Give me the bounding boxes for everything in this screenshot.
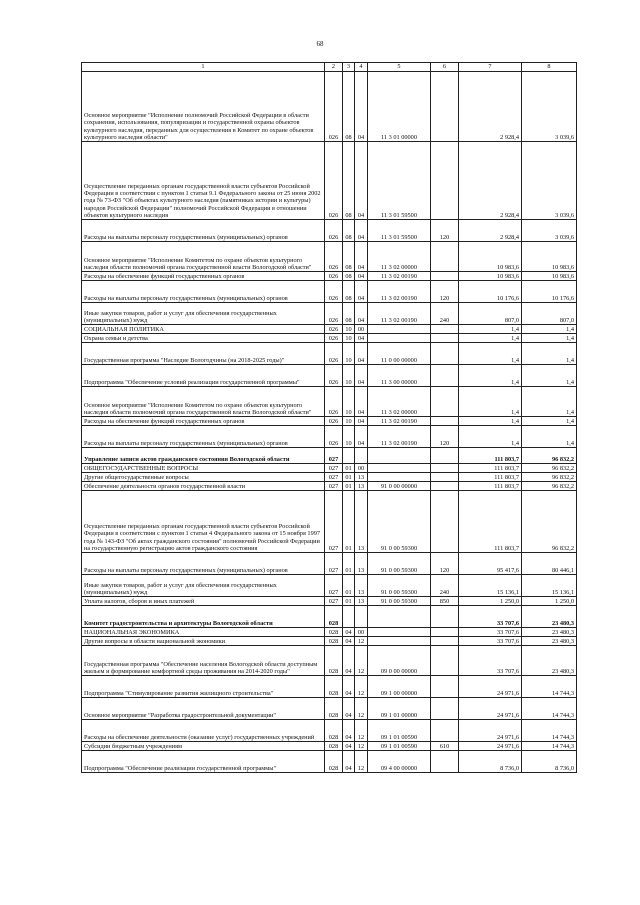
row-target-article: 11 3 02 00000 (368, 242, 431, 272)
row-amount-year2: 1,4 (522, 365, 577, 387)
row-grbs-code: 026 (325, 365, 343, 387)
row-section-code: 04 (343, 698, 355, 720)
row-grbs-code: 026 (325, 426, 343, 448)
row-grbs-code: 026 (325, 242, 343, 272)
row-grbs-code: 028 (325, 637, 343, 646)
row-target-article: 11 3 01 59500 (368, 142, 431, 220)
row-grbs-code: 026 (325, 220, 343, 242)
row-target-article: 09 1 01 00590 (368, 742, 431, 751)
row-amount-year1: 111 803,7 (459, 448, 522, 464)
table-row (82, 628, 577, 637)
row-grbs-code: 026 (325, 142, 343, 220)
row-grbs-code: 026 (325, 334, 343, 343)
table-row (82, 426, 577, 448)
row-subsection-code: 13 (355, 597, 368, 606)
row-target-article (368, 628, 431, 637)
row-expense-type (431, 72, 459, 142)
row-amount-year2: 14 744,3 (522, 742, 577, 751)
row-amount-year1: 24 971,6 (459, 698, 522, 720)
row-target-article: 11 0 00 00000 (368, 343, 431, 365)
row-grbs-code: 028 (325, 751, 343, 773)
row-amount-year1: 1,4 (459, 325, 522, 334)
row-amount-year1: 8 736,0 (459, 751, 522, 773)
row-name: Комитет градостроительства и архитектуры Вологодской области (82, 606, 325, 628)
row-target-article: 91 0 00 59300 (368, 597, 431, 606)
row-subsection-code: 04 (355, 272, 368, 281)
row-amount-year2: 23 480,3 (522, 637, 577, 646)
table-row (82, 575, 577, 597)
row-name: Уплата налогов, сборов и иных платежей (82, 597, 325, 606)
row-name: Другие вопросы в области национальной экономики (82, 637, 325, 646)
table-row (82, 72, 577, 142)
row-amount-year2: 8 736,0 (522, 751, 577, 773)
row-section-code: 10 (343, 343, 355, 365)
row-grbs-code: 028 (325, 606, 343, 628)
row-target-article (368, 448, 431, 464)
row-name: Основное мероприятие "Исполнение Комитетом по охране объектов культурного наследия области полномочий органа государственной власти Вологодской области" (82, 387, 325, 417)
row-section-code: 10 (343, 387, 355, 417)
row-section-code: 04 (343, 676, 355, 698)
table-row (82, 343, 577, 365)
row-expense-type (431, 606, 459, 628)
row-subsection-code: 12 (355, 698, 368, 720)
row-name: СОЦИАЛЬНАЯ ПОЛИТИКА (82, 325, 325, 334)
row-section-code: 10 (343, 334, 355, 343)
table-row (82, 698, 577, 720)
header-col-5: 5 (368, 63, 431, 72)
row-amount-year1: 807,0 (459, 303, 522, 325)
row-amount-year2: 15 136,1 (522, 575, 577, 597)
row-amount-year1: 24 971,6 (459, 720, 522, 742)
row-amount-year2: 96 832,2 (522, 464, 577, 473)
row-subsection-code: 04 (355, 417, 368, 426)
row-section-code: 08 (343, 272, 355, 281)
table-row (82, 676, 577, 698)
table-row (82, 334, 577, 343)
row-expense-type (431, 482, 459, 491)
row-amount-year2: 96 832,2 (522, 448, 577, 464)
row-name: Подпрограмма "Обеспечение реализации государственной программы" (82, 751, 325, 773)
row-name: Осуществление переданных органам государственной власти субъектов Российской Федерации в соответствии с пунктом 1 статьи 9.1 Федерального закона от 25 июня 2002 года № 73-ФЗ "Об объектах культурного наследия (памятниках истории и культуры) народов Российской Федерации" полномочий Российской Федерации в отношении объектов культурного наследия (82, 142, 325, 220)
row-amount-year2: 23 480,3 (522, 606, 577, 628)
row-grbs-code: 027 (325, 491, 343, 553)
row-name: Расходы на выплаты персоналу государственных (муниципальных) органов (82, 281, 325, 303)
row-name: Иные закупки товаров, работ и услуг для обеспечения государственных (муниципальных) нужд (82, 575, 325, 597)
row-subsection-code: 04 (355, 142, 368, 220)
row-expense-type (431, 242, 459, 272)
row-name: Расходы на обеспечение деятельности (оказание услуг) государственных учреждений (82, 720, 325, 742)
row-amount-year2: 23 480,3 (522, 628, 577, 637)
row-section-code: 01 (343, 553, 355, 575)
row-expense-type: 610 (431, 742, 459, 751)
table-row (82, 742, 577, 751)
row-subsection-code: 12 (355, 751, 368, 773)
row-amount-year2: 1,4 (522, 334, 577, 343)
row-amount-year2: 10 983,6 (522, 272, 577, 281)
row-target-article (368, 325, 431, 334)
row-grbs-code: 027 (325, 464, 343, 473)
row-grbs-code: 026 (325, 417, 343, 426)
table-row (82, 553, 577, 575)
row-name: Расходы на выплаты персоналу государственных (муниципальных) органов (82, 426, 325, 448)
row-name: Обеспечение деятельности органов государственной власти (82, 482, 325, 491)
row-amount-year1: 24 971,6 (459, 676, 522, 698)
row-expense-type (431, 751, 459, 773)
row-section-code: 08 (343, 281, 355, 303)
row-subsection-code: 04 (355, 303, 368, 325)
table-row (82, 220, 577, 242)
row-target-article: 09 1 00 00000 (368, 676, 431, 698)
row-section-code: 01 (343, 491, 355, 553)
row-amount-year1: 15 136,1 (459, 575, 522, 597)
row-section-code: 04 (343, 628, 355, 637)
row-amount-year1: 111 803,7 (459, 464, 522, 473)
row-name: Подпрограмма "Стимулирование развития жилищного строительства" (82, 676, 325, 698)
row-grbs-code: 026 (325, 281, 343, 303)
row-amount-year2: 3 039,6 (522, 72, 577, 142)
table-row (82, 464, 577, 473)
table-row (82, 473, 577, 482)
row-subsection-code: 12 (355, 720, 368, 742)
row-name: Иные закупки товаров, работ и услуг для обеспечения государственных (муниципальных) нужд (82, 303, 325, 325)
row-grbs-code: 027 (325, 473, 343, 482)
row-name: Основное мероприятие "Исполнение полномочий Российской Федерации в области сохранения, использования, популяризации и государственной охраны объектов культурного наследия, переданных для осуществления в Комитет по охране объектов культурного наследия области" (82, 72, 325, 142)
row-expense-type (431, 676, 459, 698)
row-amount-year1: 111 803,7 (459, 491, 522, 553)
row-subsection-code: 04 (355, 426, 368, 448)
row-subsection-code: 04 (355, 387, 368, 417)
header-col-2: 2 (325, 63, 343, 72)
row-target-article (368, 473, 431, 482)
row-name: НАЦИОНАЛЬНАЯ ЭКОНОМИКА (82, 628, 325, 637)
row-name: Осуществление переданных органам государственной власти субъектов Российской Федерации в соответствии с пунктом 1 статьи 4 Федерального закона от 15 ноября 1997 года № 143-ФЗ "Об актах гражданского состояния" полномочий Российской Федерации на государственную регистрацию актов гражданского состояния (82, 491, 325, 553)
table-row (82, 606, 577, 628)
row-target-article (368, 334, 431, 343)
table-row (82, 142, 577, 220)
row-section-code: 01 (343, 575, 355, 597)
row-grbs-code: 028 (325, 676, 343, 698)
row-section-code: 10 (343, 365, 355, 387)
row-section-code: 04 (343, 751, 355, 773)
row-subsection-code: 04 (355, 334, 368, 343)
row-name: Субсидии бюджетным учреждениям (82, 742, 325, 751)
row-amount-year1: 1,4 (459, 334, 522, 343)
table-row (82, 417, 577, 426)
row-amount-year1: 111 803,7 (459, 482, 522, 491)
row-expense-type (431, 272, 459, 281)
row-amount-year1: 33 707,6 (459, 637, 522, 646)
row-amount-year2: 96 832,2 (522, 482, 577, 491)
row-expense-type (431, 417, 459, 426)
row-target-article (368, 464, 431, 473)
row-amount-year2: 14 744,3 (522, 720, 577, 742)
row-target-article: 11 3 02 00190 (368, 426, 431, 448)
row-name: Основное мероприятие "Исполнение Комитетом по охране объектов культурного наследия области полномочий органа государственной власти Вологодской области" (82, 242, 325, 272)
row-name: Расходы на обеспечение функций государственных органов (82, 272, 325, 281)
row-target-article: 11 3 01 00000 (368, 72, 431, 142)
row-amount-year1: 2 928,4 (459, 220, 522, 242)
row-amount-year1: 10 176,6 (459, 281, 522, 303)
table-row (82, 325, 577, 334)
row-grbs-code: 026 (325, 387, 343, 417)
row-amount-year1: 1,4 (459, 426, 522, 448)
table-row (82, 482, 577, 491)
row-amount-year2: 1,4 (522, 417, 577, 426)
row-subsection-code: 04 (355, 220, 368, 242)
row-amount-year1: 111 803,7 (459, 473, 522, 482)
row-section-code (343, 448, 355, 464)
table-row (82, 365, 577, 387)
row-name: Управление записи актов гражданского состояния Вологодской области (82, 448, 325, 464)
row-amount-year2: 3 039,6 (522, 142, 577, 220)
row-target-article: 11 3 02 00000 (368, 387, 431, 417)
row-section-code: 04 (343, 646, 355, 676)
row-grbs-code: 028 (325, 742, 343, 751)
row-subsection-code: 12 (355, 646, 368, 676)
row-name: Расходы на выплаты персоналу государственных (муниципальных) органов (82, 553, 325, 575)
row-amount-year2: 10 983,6 (522, 242, 577, 272)
row-subsection-code: 13 (355, 575, 368, 597)
row-expense-type (431, 325, 459, 334)
row-expense-type (431, 387, 459, 417)
row-target-article (368, 637, 431, 646)
row-subsection-code: 13 (355, 553, 368, 575)
budget-table (81, 62, 577, 773)
row-subsection-code: 04 (355, 72, 368, 142)
table-row (82, 751, 577, 773)
row-amount-year1: 10 983,6 (459, 242, 522, 272)
row-section-code: 10 (343, 325, 355, 334)
row-amount-year2: 23 480,3 (522, 646, 577, 676)
row-subsection-code: 04 (355, 343, 368, 365)
row-grbs-code: 026 (325, 303, 343, 325)
table-row (82, 646, 577, 676)
row-amount-year2: 14 744,3 (522, 698, 577, 720)
table-row (82, 242, 577, 272)
row-amount-year1: 10 983,6 (459, 272, 522, 281)
page-number: 68 (316, 40, 324, 48)
row-section-code: 08 (343, 242, 355, 272)
row-section-code: 08 (343, 303, 355, 325)
row-name: Основное мероприятие "Разработка градостроительной документации" (82, 698, 325, 720)
table-row (82, 637, 577, 646)
row-section-code: 10 (343, 426, 355, 448)
row-expense-type (431, 142, 459, 220)
row-target-article: 09 1 01 00000 (368, 698, 431, 720)
row-expense-type (431, 334, 459, 343)
row-amount-year1: 2 928,4 (459, 72, 522, 142)
row-grbs-code: 027 (325, 482, 343, 491)
row-grbs-code: 027 (325, 448, 343, 464)
row-target-article: 91 0 00 00000 (368, 482, 431, 491)
row-target-article: 11 3 01 59500 (368, 220, 431, 242)
row-subsection-code: 04 (355, 242, 368, 272)
row-expense-type: 850 (431, 597, 459, 606)
row-target-article: 09 4 00 00000 (368, 751, 431, 773)
table-row (82, 491, 577, 553)
row-target-article: 11 3 02 00190 (368, 303, 431, 325)
row-amount-year2: 1,4 (522, 426, 577, 448)
row-expense-type: 120 (431, 426, 459, 448)
row-subsection-code: 00 (355, 464, 368, 473)
row-grbs-code: 027 (325, 575, 343, 597)
row-expense-type (431, 365, 459, 387)
row-subsection-code: 00 (355, 325, 368, 334)
header-col-1: 1 (82, 63, 325, 72)
row-name: Государственная программа "Обеспечение населения Вологодской области доступным жильем и формирование комфортной среды проживания на 2014-2020 годы" (82, 646, 325, 676)
row-expense-type: 120 (431, 553, 459, 575)
row-amount-year2: 1,4 (522, 343, 577, 365)
row-expense-type (431, 343, 459, 365)
row-target-article: 91 0 00 59300 (368, 491, 431, 553)
row-grbs-code: 027 (325, 597, 343, 606)
row-subsection-code: 13 (355, 491, 368, 553)
row-amount-year2: 807,0 (522, 303, 577, 325)
row-section-code: 01 (343, 464, 355, 473)
row-amount-year2: 1,4 (522, 325, 577, 334)
row-subsection-code: 04 (355, 281, 368, 303)
row-section-code: 08 (343, 72, 355, 142)
row-expense-type: 240 (431, 303, 459, 325)
row-expense-type (431, 720, 459, 742)
row-grbs-code: 028 (325, 628, 343, 637)
row-amount-year1: 1,4 (459, 387, 522, 417)
row-subsection-code: 00 (355, 628, 368, 637)
row-target-article (368, 606, 431, 628)
row-expense-type (431, 637, 459, 646)
row-expense-type (431, 448, 459, 464)
row-target-article: 09 1 01 00590 (368, 720, 431, 742)
row-section-code: 10 (343, 417, 355, 426)
row-amount-year1: 1,4 (459, 365, 522, 387)
row-amount-year1: 24 971,6 (459, 742, 522, 751)
row-subsection-code: 12 (355, 742, 368, 751)
row-name: Государственная программа "Наследие Вологодчины (на 2018-2025 годы)" (82, 343, 325, 365)
row-grbs-code: 027 (325, 553, 343, 575)
row-amount-year2: 80 446,1 (522, 553, 577, 575)
row-section-code (343, 606, 355, 628)
row-name: ОБЩЕГОСУДАРСТВЕННЫЕ ВОПРОСЫ (82, 464, 325, 473)
row-amount-year2: 96 832,2 (522, 473, 577, 482)
row-name: Охрана семьи и детства (82, 334, 325, 343)
header-col-3: 3 (343, 63, 355, 72)
row-section-code: 01 (343, 482, 355, 491)
row-expense-type (431, 464, 459, 473)
row-amount-year2: 96 832,2 (522, 491, 577, 553)
row-amount-year1: 33 707,6 (459, 628, 522, 637)
row-name: Расходы на обеспечение функций государственных органов (82, 417, 325, 426)
row-grbs-code: 026 (325, 272, 343, 281)
row-amount-year1: 2 928,4 (459, 142, 522, 220)
row-name: Другие общегосударственные вопросы (82, 473, 325, 482)
header-col-4: 4 (355, 63, 368, 72)
row-expense-type: 120 (431, 220, 459, 242)
row-section-code: 01 (343, 473, 355, 482)
row-subsection-code: 13 (355, 473, 368, 482)
row-subsection-code: 12 (355, 676, 368, 698)
row-expense-type: 240 (431, 575, 459, 597)
row-section-code: 01 (343, 597, 355, 606)
table-row (82, 448, 577, 464)
header-col-7: 7 (459, 63, 522, 72)
table-row (82, 597, 577, 606)
row-subsection-code: 12 (355, 637, 368, 646)
row-amount-year1: 1,4 (459, 343, 522, 365)
row-expense-type (431, 473, 459, 482)
row-section-code: 04 (343, 637, 355, 646)
row-amount-year2: 10 176,6 (522, 281, 577, 303)
row-amount-year1: 95 417,6 (459, 553, 522, 575)
row-grbs-code: 028 (325, 720, 343, 742)
row-expense-type (431, 491, 459, 553)
row-section-code: 08 (343, 220, 355, 242)
row-subsection-code (355, 448, 368, 464)
row-target-article: 11 3 02 00190 (368, 281, 431, 303)
row-amount-year1: 33 707,6 (459, 606, 522, 628)
row-expense-type (431, 646, 459, 676)
row-grbs-code: 026 (325, 343, 343, 365)
row-amount-year2: 3 039,6 (522, 220, 577, 242)
row-amount-year2: 14 744,3 (522, 676, 577, 698)
row-grbs-code: 028 (325, 646, 343, 676)
table-row (82, 720, 577, 742)
row-subsection-code (355, 606, 368, 628)
row-expense-type: 120 (431, 281, 459, 303)
row-name: Подпрограмма "Обеспечение условий реализации государственной программы" (82, 365, 325, 387)
header-col-6: 6 (431, 63, 459, 72)
row-section-code: 04 (343, 720, 355, 742)
row-grbs-code: 026 (325, 72, 343, 142)
row-grbs-code: 028 (325, 698, 343, 720)
row-target-article: 11 3 02 00190 (368, 417, 431, 426)
row-section-code: 08 (343, 142, 355, 220)
row-subsection-code: 04 (355, 365, 368, 387)
row-target-article: 91 0 00 59300 (368, 553, 431, 575)
row-amount-year2: 1 250,0 (522, 597, 577, 606)
row-subsection-code: 13 (355, 482, 368, 491)
row-grbs-code: 026 (325, 325, 343, 334)
table-row (82, 387, 577, 417)
header-row (82, 63, 577, 72)
table-row (82, 281, 577, 303)
row-section-code: 04 (343, 742, 355, 751)
row-amount-year1: 1 250,0 (459, 597, 522, 606)
row-target-article: 09 0 00 00000 (368, 646, 431, 676)
row-name: Расходы на выплаты персоналу государственных (муниципальных) органов (82, 220, 325, 242)
row-expense-type (431, 698, 459, 720)
row-amount-year2: 1,4 (522, 387, 577, 417)
row-amount-year1: 1,4 (459, 417, 522, 426)
header-col-8: 8 (522, 63, 577, 72)
row-amount-year1: 33 707,6 (459, 646, 522, 676)
row-target-article: 11 3 02 00190 (368, 272, 431, 281)
table-row (82, 272, 577, 281)
row-target-article: 91 0 00 59300 (368, 575, 431, 597)
row-target-article: 11 3 00 00000 (368, 365, 431, 387)
table-row (82, 303, 577, 325)
row-expense-type (431, 628, 459, 637)
